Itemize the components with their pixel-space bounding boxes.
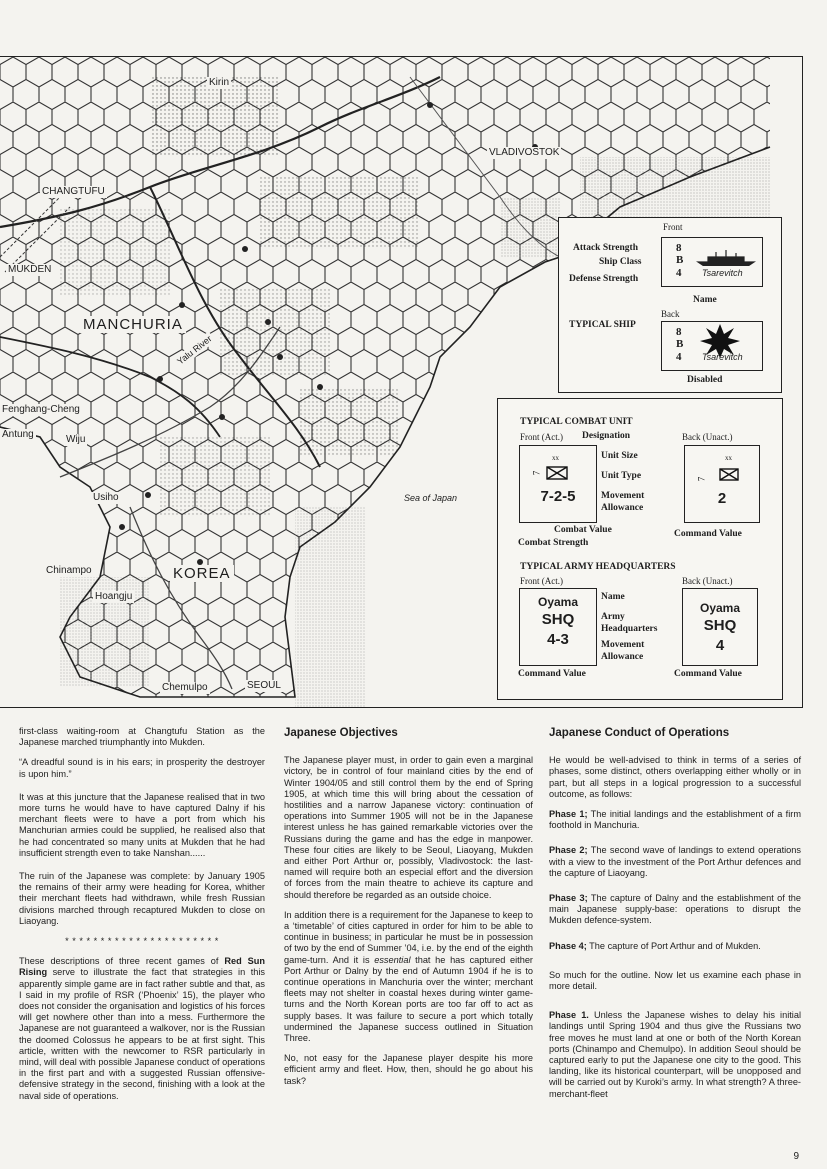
ship-back-label: Back [661,309,680,319]
ship-front-label: Front [663,222,683,232]
text-span: The capture of Port Arthur and of Mukden. [586,940,761,951]
paragraph: No, not easy for the Japanese player despite his more efficient army and fleet. How, then, should he go about his task? [284,1053,533,1086]
sea-of-japan-label: Sea of Japan [404,493,458,503]
phase-label: Phase 1; [549,809,588,820]
text-span: Unless the Japanese wishes to delay his initial landings until Spring 1904 and thus give the Russians two free moves he must land at one or both of the North Korean ports (Chinampo and Chemulpo). In addition Seoul should be captured early to put the Japanese one city to the good. This landing, like its historical counterpart, will be unopposed and will be carried out by Kuroki’s army. In what strength? A three-merchant-fleet [549,1010,801,1099]
ship-defense-value: 4 [676,267,682,279]
place-seoul: SEOUL [247,680,281,691]
combat-front-values: 7-2-5 [540,488,576,505]
hq-back-value: 4 [715,637,725,654]
place-vladivostock: VLADIVOSTOK [489,147,560,158]
unit-designation-value-back: 7 [696,476,707,482]
article-column-1 [19,726,265,1111]
typical-hq-title: TYPICAL ARMY HEADQUARTERS [520,562,676,572]
phase-paragraph [549,845,801,879]
hq-back-label: Back (Unact.) [682,576,733,586]
hq-name-label: Name [601,592,625,602]
paragraph: The Japanese player must, in order to gain even a marginal victory, be in control of four mainland cities by the end of Winter 1904/05 and still control them by the end of Spring 1905, at which time this will bring about the cessation of hostilities and a narrow Japanese victory: continuation of operations into Summer 1905 will not be in the Japanese interest unless he has gained remarkable victories over the Russians during the game and has the edge in manpower. These four cities are likely to be Seoul, Liaoyang, Mukden and either Port Arthur or, possibly, Vladivostock: the last-named will require both an especial effort and the diversion of forces from the main theatre to achieve its capture and should therefore be regarded as an outside choice. [284,755,533,900]
text-span: serve to illustrate the fact that strategies in this apparently simple game are in fact rather subtle and that, as I said in my profile of RSR (‘Phoenix’ 15), the player who does not consider the organisation and logistics of his forces will get nowhere other than into a mess. Furthermore the Japanese are not guaranteed a walkover, nor is the Russian the doomed Colossus he appears to be at first sight. This article, written with the newcomer to RSR particularly in mind, will deal with possible Japanese conduct of operations in the first part and with a suggested Russian offensive-defensive strategy in the second, finishing with a look at the naval side of operations. [19,967,265,1101]
river-yalu: Yalu River [173,331,216,368]
ship-class-value-back: B [676,338,684,350]
hq-command-value-front-label: Command Value [518,669,586,679]
place-changtufu: CHANGTUFU [42,186,105,197]
unit-size-label: Unit Size [601,451,638,461]
map-illustration [0,56,803,708]
hq-movement-label: Movement [601,640,645,650]
hq-command-value-back-label: Command Value [674,669,742,679]
emphasis: essential [374,954,411,965]
combat-counter-front [519,445,597,523]
article-column-2 [284,728,533,1096]
phase-label: Phase 2; [549,845,588,856]
disabled-label: Disabled [687,375,723,385]
ship-attack-value-back: 8 [676,326,682,338]
paragraph [284,910,533,1044]
unit-designation-value: 7 [531,470,542,476]
text-span: The initial landings and the establishment of a firm foothold in Manchuria. [549,809,801,831]
ship-name-back: Tsarevitch [702,352,743,362]
paragraph: first-class waiting-room at Changtufu Station as the Japanese marched triumphantly into Mukden. [19,726,265,748]
typical-combat-unit-title: TYPICAL COMBAT UNIT [520,417,633,427]
ship-legend [558,217,782,393]
combat-back-value: 2 [717,490,727,507]
hq-front-values: 4-3 [547,631,569,648]
combat-strength-label: Combat Strength [518,538,589,548]
place-usiho: Usiho [93,492,119,503]
text-span: In addition there is a requirement for the Japanese to keep to a ‘timetable’ of cities captured in order for him to be able to continue in business; in particular he must be in possession of two by the end of Summer ’04, i.e. by the end of the eighth game-turn. And it is [284,909,533,965]
region-korea: KOREA [170,565,234,582]
ship-name-label: Name [693,295,717,305]
unit-type-label: Unit Type [601,471,642,481]
place-wiju: Wiju [66,434,86,445]
place-antung: Antung [2,429,34,440]
phase-paragraph [549,893,801,927]
game-title: Red Sun Rising [19,956,266,978]
paragraph [19,956,265,1102]
movement-label: Movement [601,491,645,501]
paragraph: The ruin of the Japanese was complete: by January 1905 the remains of their army were heading for Korea, whither their merchant fleets had withdrawn, while fresh Russian divisions marched through recaptured Mukden to close on Liaoyang. [19,871,265,926]
unit-size-mark: xx [552,454,559,462]
ship-name-front: Tsarevitch [702,268,743,278]
section-heading: Japanese Conduct of Operations [549,727,730,739]
hq-name-front: Oyama [537,595,579,609]
unit-legend [497,398,783,700]
paragraph: It was at this juncture that the Japanese realised that in two more turns he would have to have captured Dalny if his merchant fleets were to have a port from which his Manchurian armies could be supplied, he realised also that he had concentrated so many units at Mukden that he had insufficient strength even to take Nanshan...... [19,791,265,858]
combat-value-label: Combat Value [554,525,612,535]
hq-name-back: Oyama [699,601,741,615]
combat-counter-back [684,445,760,523]
phase-paragraph [549,809,801,831]
text-span: These descriptions of three recent games of [19,956,225,967]
phase-label: Phase 3; [549,893,588,904]
hq-type-front: SHQ [541,611,575,628]
ship-counter-back [661,321,763,371]
place-hoangju: Hoangju [95,591,133,602]
combat-front-label: Front (Act.) [520,432,563,442]
attack-strength-label: Attack Strength [573,243,639,253]
place-kirin: Kirin [209,77,230,88]
phase-label: Phase 4; [549,940,587,951]
phase-paragraph [549,941,801,952]
hq-counter-back [682,588,758,666]
place-mukden: MUKDEN [8,264,52,275]
battleship-icon [696,250,756,266]
typical-ship-title: TYPICAL SHIP [569,320,636,330]
hq-front-label: Front (Act.) [520,576,563,586]
ship-class-label: Ship Class [599,257,642,267]
quote-paragraph: “A dreadful sound is in his ears; in prosperity the destroyer is upon him.” [19,757,265,779]
hq-army-label: Army [601,612,625,622]
command-value-label: Command Value [674,529,742,539]
combat-back-label: Back (Unact.) [682,432,733,442]
hq-allowance-label: Allowance [601,652,644,662]
section-heading: Japanese Objectives [284,727,398,739]
infantry-icon [546,466,568,480]
ship-class-value: B [676,254,684,266]
text-span: The capture of Dalny and the establishment of the main Japanese supply-base: operations to disrupt the Mukden defence-system. [549,893,802,926]
hq-headquarters-label: Headquarters [601,624,658,634]
place-chinampo: Chinampo [46,565,92,576]
section-divider: * * * * * * * * * * * * * * * * * * * * * * [65,936,219,947]
text-span: The second wave of landings to extend operations with a view to the investment of the Port Arthur defences and the capture of Liaoyang. [549,845,801,878]
place-chemulpo: Chemulpo [162,682,208,693]
paragraph: He would be well-advised to think in terms of a series of phases, some distinct, others overlapping either wholly or in part, but all steps in a logical progression to a successful outcome, as follows: [549,755,801,799]
article-column-3 [549,728,801,1109]
hq-counter-front [519,588,597,666]
allowance-label: Allowance [601,503,644,513]
text-span: that he has captured either Port Arthur or Dalny by the end of Autumn 1904 if he is to continue operations in Manchuria over the winter; merchant fleets may not shelter in coastal hexes during winter game-turns and the North Korean ports are too far off to act as supply bases. It was failure to secure a port which totally undermined the Japanese success outlined in Situation Three. [284,954,533,1044]
region-manchuria: MANCHURIA [80,316,186,333]
designation-label: Designation [582,431,631,441]
hq-type-back: SHQ [703,617,737,634]
ship-counter-front [661,237,763,287]
phase-paragraph [549,1010,801,1100]
infantry-icon-back [719,468,739,481]
ship-attack-value: 8 [676,242,682,254]
paragraph: So much for the outline. Now let us examine each phase in more detail. [549,969,801,992]
page-number: 9 [793,1151,799,1162]
place-fenghang-cheng: Fenghang-Cheng [2,404,80,415]
unit-size-mark-back: xx [725,454,732,462]
ship-defense-value-back: 4 [676,351,682,363]
defense-strength-label: Defense Strength [569,274,639,284]
phase-label: Phase 1. [549,1010,589,1021]
